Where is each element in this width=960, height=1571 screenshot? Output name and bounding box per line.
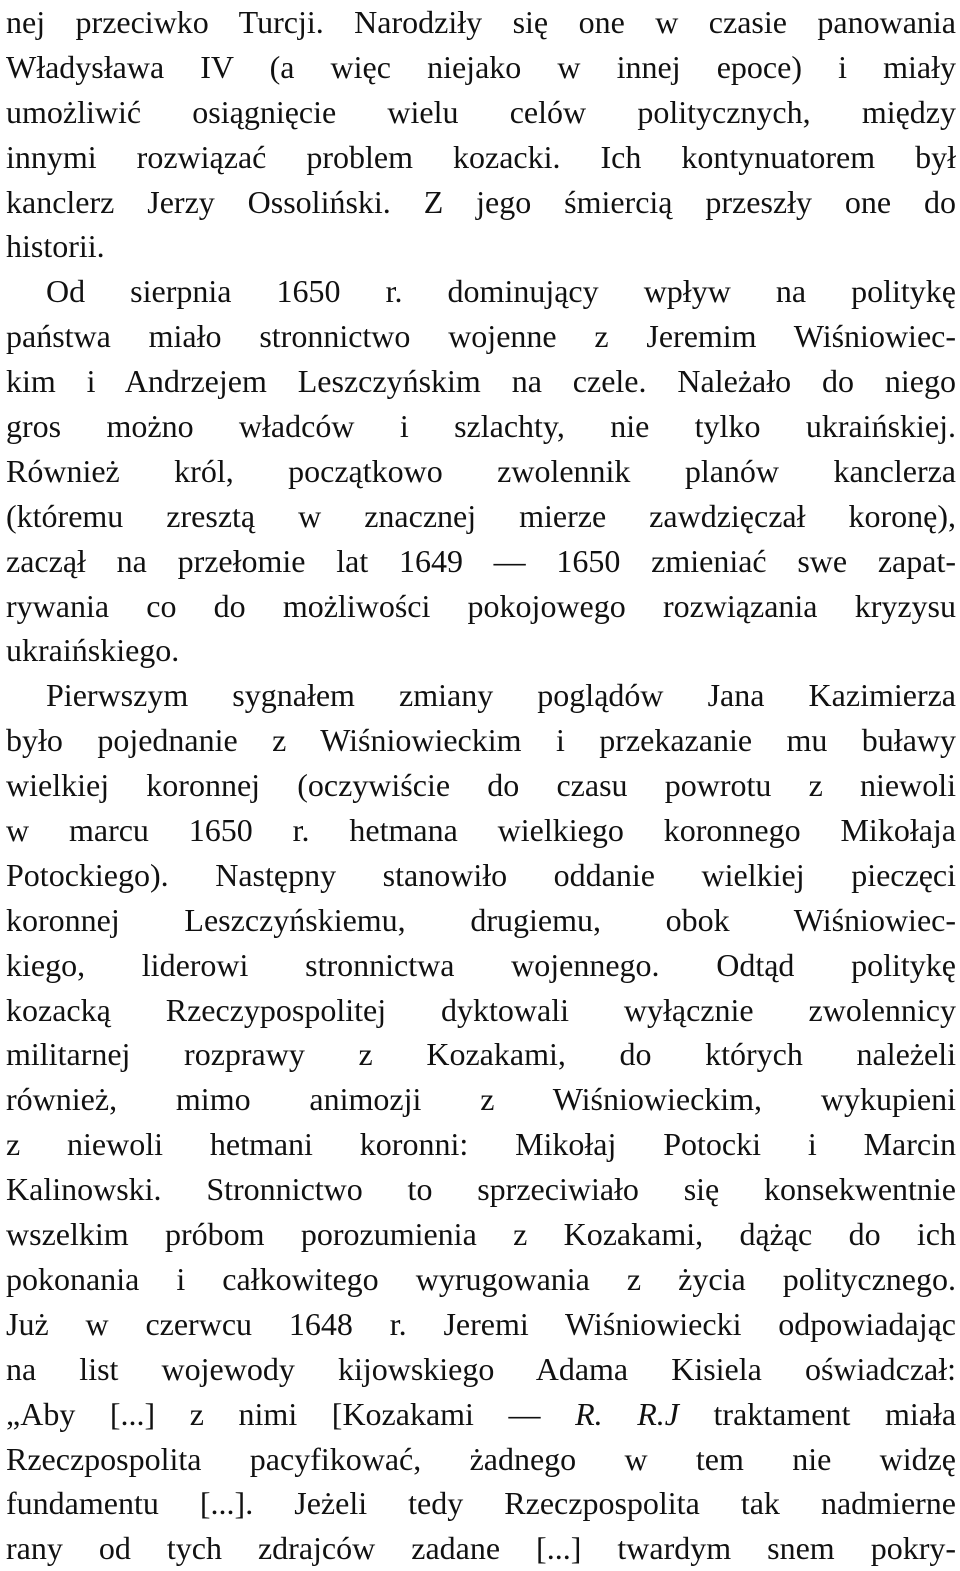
text-line: militarnej rozprawy z Kozakami, do których należeli: [6, 1036, 956, 1073]
text-line: kim i Andrzejem Leszczyńskim na czele. Należało do niego: [6, 363, 956, 400]
text-line: koronnej Leszczyńskiemu, drugiemu, obok Wiśniowiec-: [6, 901, 956, 938]
text-line: Potockiego). Następny stanowiło oddanie wielkiej pieczęci: [6, 856, 956, 893]
text-line: Również król, początkowo zwolennik planów kanclerza: [6, 452, 956, 489]
paragraph-start-line: Od sierpnia 1650 r. dominujący wpływ na politykę: [46, 273, 956, 310]
italic-initials: R. R.J: [575, 1395, 679, 1432]
text-line: z niewoli hetmani koronni: Mikołaj Potocki i Marcin: [6, 1126, 956, 1163]
text-line: Już w czerwcu 1648 r. Jeremi Wiśniowiecki odpowiadając: [6, 1305, 956, 1342]
text-line: Rzeczpospolita pacyfikować, żadnego w tem nie widzę: [6, 1440, 956, 1477]
text-line: rywania co do możliwości pokojowego rozwiązania kryzysu: [6, 587, 956, 624]
text-line: kiego, liderowi stronnictwa wojennego. Odtąd politykę: [6, 946, 956, 983]
text-line: innymi rozwiązać problem kozacki. Ich kontynuatorem był: [6, 138, 956, 175]
text-segment: traktament miała: [678, 1395, 957, 1432]
text-line: rany od tych zdrajców zadane [...] twardym snem pokry-: [6, 1530, 956, 1567]
text-line: wszelkim próbom porozumienia z Kozakami, dążąc do ich: [6, 1216, 956, 1253]
text-segment: „Aby [...] z nimi [Kozakami —: [6, 1395, 576, 1432]
text-line: w marcu 1650 r. hetmana wielkiego koronnego Mikołaja: [6, 812, 956, 849]
text-line: Kalinowski. Stronnictwo to sprzeciwiało się konsekwentnie: [6, 1171, 956, 1208]
paragraph-start-line: Pierwszym sygnałem zmiany poglądów Jana Kazimierza: [46, 677, 956, 714]
text-line: zaczął na przełomie lat 1649 — 1650 zmieniać swe zapat-: [6, 542, 956, 579]
text-line: wielkiej koronnej (oczywiście do czasu powrotu z niewoli: [6, 767, 956, 804]
text-line: fundamentu [...]. Jeżeli tedy Rzeczpospolita tak nadmierne: [6, 1485, 956, 1522]
text-line: gros możno władców i szlachty, nie tylko ukraińskiej.: [6, 408, 956, 445]
text-line: kanclerz Jerzy Ossoliński. Z jego śmiercią przeszły one do: [6, 183, 956, 220]
text-line: na list wojewody kijowskiego Adama Kisiela oświadczał:: [6, 1350, 956, 1387]
text-line: kozacką Rzeczypospolitej dyktowali wyłącznie zwolennicy: [6, 991, 956, 1028]
document-page: [6, 0, 956, 1571]
text-line-with-italic: [6, 1392, 956, 1437]
text-line: historii.: [6, 228, 105, 265]
text-line: było pojednanie z Wiśniowieckim i przekazanie mu buławy: [6, 722, 956, 759]
text-line: (któremu zresztą w znacznej mierze zawdzięczał koronę),: [6, 497, 956, 534]
text-line: Władysława IV (a więc niejako w innej epoce) i miały: [6, 48, 956, 85]
text-line: państwa miało stronnictwo wojenne z Jeremim Wiśniowiec-: [6, 318, 956, 355]
text-line: umożliwić osiągnięcie wielu celów politycznych, między: [6, 93, 956, 130]
text-line: pokonania i całkowitego wyrugowania z życia politycznego.: [6, 1260, 956, 1297]
text-line: nej przeciwko Turcji. Narodziły się one w czasie panowania: [6, 4, 956, 40]
text-line: ukraińskiego.: [6, 632, 180, 669]
text-line: również, mimo animozji z Wiśniowieckim, wykupieni: [6, 1081, 956, 1118]
